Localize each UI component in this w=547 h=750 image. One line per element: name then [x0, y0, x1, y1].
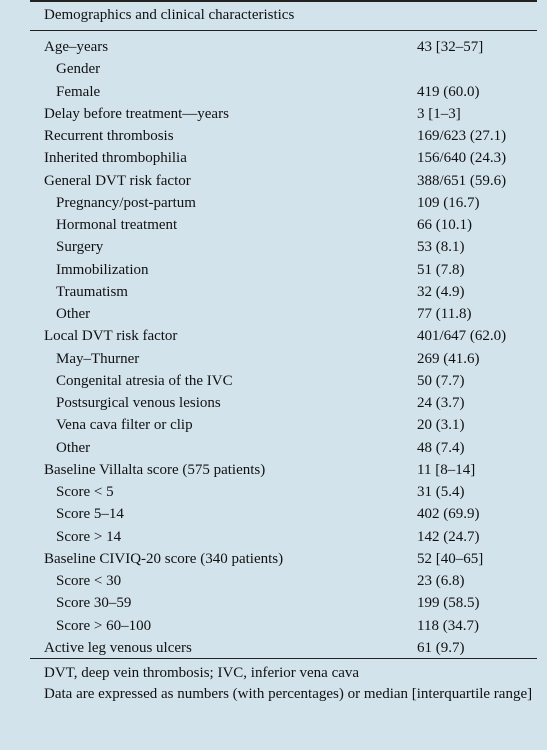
row-label: General DVT risk factor — [44, 172, 191, 189]
row-value: 199 (58.5) — [417, 595, 480, 612]
row-value: 66 (10.1) — [417, 217, 472, 233]
row-label: Female — [56, 83, 101, 100]
row-value: 77 (11.8) — [417, 306, 472, 322]
row-label: Baseline Villalta score (575 patients) — [44, 461, 266, 478]
row-label: Gender — [56, 61, 101, 78]
table-row — [0, 170, 547, 192]
row-value: 269 (41.6) — [417, 350, 480, 367]
footnote-data-expression: Data are expressed as numbers (with percentages) or median [interquartile range] — [44, 686, 533, 702]
row-value: 20 (3.1) — [417, 417, 465, 434]
row-label: Score > 60–100 — [56, 617, 152, 634]
table-row — [0, 570, 547, 592]
row-value: 52 [40–65] — [417, 550, 484, 567]
table-row — [0, 526, 547, 548]
table-row — [0, 548, 547, 570]
row-label: Age–years — [44, 39, 109, 55]
table-row — [0, 459, 547, 481]
row-value: 142 (24.7) — [417, 528, 480, 545]
row-label: Postsurgical venous lesions — [56, 395, 221, 411]
row-value: 156/640 (24.3) — [417, 150, 507, 167]
row-value: 419 (60.0) — [417, 83, 480, 100]
table-row — [0, 437, 547, 459]
table-row — [0, 125, 547, 147]
table-row — [0, 637, 547, 659]
table-row — [0, 192, 547, 214]
table-row — [0, 325, 547, 347]
row-label: Other — [56, 306, 91, 322]
table-row — [0, 58, 547, 80]
row-label: Score < 5 — [56, 484, 114, 500]
table-row — [0, 147, 547, 169]
row-label: Other — [56, 439, 91, 456]
table-row — [0, 103, 547, 125]
row-label: Score 5–14 — [56, 506, 124, 523]
table-row — [0, 615, 547, 637]
row-label: Active leg venous ulcers — [44, 639, 192, 656]
row-label: Score 30–59 — [56, 595, 132, 612]
row-value: 24 (3.7) — [417, 395, 465, 411]
table-row — [0, 303, 547, 325]
row-label: May–Thurner — [56, 350, 140, 367]
row-value: 118 (34.7) — [417, 617, 479, 634]
table-row — [0, 392, 547, 414]
table-row — [0, 36, 547, 58]
row-label: Score < 30 — [56, 573, 122, 589]
table-row — [0, 281, 547, 303]
table-row — [0, 236, 547, 258]
footnote-abbreviations: DVT, deep vein thrombosis; IVC, inferior vena cava — [44, 665, 360, 681]
row-label: Pregnancy/post-partum — [56, 194, 196, 211]
row-value: 31 (5.4) — [417, 484, 465, 500]
row-value: 169/623 (27.1) — [417, 128, 507, 144]
row-label: Surgery — [56, 239, 104, 256]
row-label: Hormonal treatment — [56, 217, 178, 233]
table-row — [0, 592, 547, 614]
table-row — [0, 370, 547, 392]
row-label: Congenital atresia of the IVC — [56, 372, 233, 389]
table-row — [0, 503, 547, 525]
row-value: 32 (4.9) — [417, 283, 465, 300]
row-value: 11 [8–14] — [417, 461, 476, 478]
row-label: Inherited thrombophilia — [44, 150, 187, 167]
row-label: Local DVT risk factor — [44, 328, 178, 345]
row-value: 61 (9.7) — [417, 639, 465, 656]
row-value: 3 [1–3] — [417, 105, 461, 122]
table-bottom-rule — [30, 658, 537, 659]
table-row — [0, 259, 547, 281]
table-row — [0, 81, 547, 103]
row-value: 388/651 (59.6) — [417, 172, 507, 189]
row-value: 23 (6.8) — [417, 573, 465, 589]
row-label: Recurrent thrombosis — [44, 128, 174, 144]
row-value: 53 (8.1) — [417, 239, 465, 256]
row-label: Score > 14 — [56, 528, 122, 545]
table-header: Demographics and clinical characteristics — [44, 7, 295, 23]
row-label: Delay before treatment—years — [44, 105, 229, 122]
table-footnotes — [44, 663, 536, 705]
row-value: 109 (16.7) — [417, 194, 480, 211]
table-row — [0, 414, 547, 436]
table-row — [0, 481, 547, 503]
table-header-rule — [30, 30, 537, 31]
row-value: 401/647 (62.0) — [417, 328, 507, 345]
table-body — [0, 36, 547, 659]
row-label: Vena cava filter or clip — [56, 417, 193, 434]
table-top-rule — [30, 0, 537, 2]
row-label: Traumatism — [56, 283, 128, 300]
row-label: Baseline CIVIQ-20 score (340 patients) — [44, 550, 284, 567]
row-value: 48 (7.4) — [417, 439, 465, 456]
table-row — [0, 348, 547, 370]
row-label: Immobilization — [56, 261, 149, 278]
row-value: 402 (69.9) — [417, 506, 480, 523]
table-row — [0, 214, 547, 236]
row-value: 51 (7.8) — [417, 261, 465, 278]
row-value: 43 [32–57] — [417, 39, 484, 55]
row-value: 50 (7.7) — [417, 372, 465, 389]
